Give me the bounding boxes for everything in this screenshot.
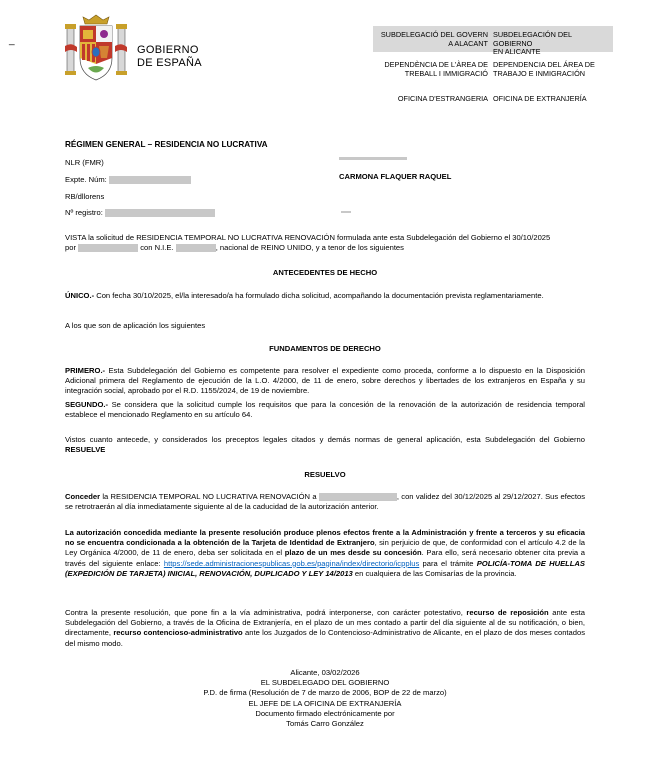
- nlr-code: NLR (FMR): [65, 158, 104, 167]
- segundo-label: SEGUNDO.-: [65, 400, 109, 409]
- redacted-block: [339, 157, 407, 160]
- recurso-reposicion-bold: recurso de reposición: [466, 608, 549, 617]
- autorizacion-bold: La autorización concedida mediante la presente resolución produce plenos efectos frente a la Administración y frente a terceros y su eficacia no se encuentra condicionada a la obtención de la Tarjeta de Identidad de Extranjero: [65, 528, 585, 548]
- concede-text: , con validez del 30/12/2025 al 29/12/2027. Sus efectos se retrotraerán al día inmediatamente siguiente al de la caducidad de la autorización anterior.: [65, 492, 585, 512]
- header-text: EN ALICANTE: [493, 47, 541, 56]
- unico-paragraph: [65, 291, 585, 301]
- government-name-line1: GOBIERNO: [137, 44, 199, 56]
- recurso-paragraph: [65, 608, 585, 649]
- expediente-label: Expte. Núm:: [65, 175, 107, 184]
- sign-line: P.D. de firma (Resolución de 7 de marzo de 2006, BOP de 22 de marzo): [203, 688, 447, 698]
- registro-label: Nº registro:: [65, 208, 103, 217]
- recurso-text: Contra la presente resolución, que pone fin a la vía administrativa, podrá interponerse, con carácter potestativo,: [65, 608, 467, 617]
- intro-text: VISTA la solicitud de RESIDENCIA TEMPORAL NO LUCRATIVA RENOVACIÓN formulada ante esta Subdelegación del Gobierno el 30/10/2025: [65, 233, 551, 242]
- header-right-row2: [493, 61, 613, 78]
- tramite-bold: POLICÍA-TOMA DE HUELLAS (EXPEDICIÓN DE TARJETA) INICIAL, RENOVACIÓN, DUPLICADO Y LEY 14/2013: [65, 558, 585, 578]
- header-text: DEPENDÈNCIA DE L'ÀREA DE: [384, 60, 488, 69]
- header-text: TREBALL I IMMIGRACIÓ: [404, 68, 488, 78]
- registro-line: [65, 208, 215, 218]
- recurso-text: ante los Juzgados de lo Contencioso-Administrativo de Alicante, en el plazo de dos meses contados del mismo modo.: [65, 628, 586, 648]
- tramite-text: en cualquiera de las Comisarías de la provincia.: [352, 568, 517, 578]
- intro-text: por: [65, 243, 76, 253]
- recurso-contencioso-bold: recurso contencioso-administrativo: [113, 628, 243, 638]
- redacted-block: [78, 244, 138, 252]
- unico-label: ÚNICO.-: [65, 291, 95, 300]
- cita-previa-link[interactable]: https://sede.administracionespublicas.gob.es/pagina/index/directorio/icpplus: [163, 558, 420, 568]
- header-right-row1: [493, 31, 613, 57]
- segundo-text: Se considera que la solicitud cumple los requisitos que para la concesión de la renovación de la autorización de residencia temporal establece el mencionado Reglamento en su artículo 64.: [65, 400, 585, 420]
- recipient-name: CARMONA FLAQUER RAQUEL: [339, 172, 452, 181]
- aplicacion-line: A los que son de aplicación los siguientes: [65, 321, 206, 330]
- resuelvo-heading: RESUELVO: [304, 470, 346, 479]
- header-left-row3: [370, 95, 488, 104]
- stray-dash: _: [9, 35, 15, 46]
- concede-text: la RESIDENCIA TEMPORAL NO LUCRATIVA RENOVACIÓN a: [100, 492, 317, 501]
- tramite-text: para el trámite: [422, 558, 477, 568]
- redacted-block: [109, 176, 191, 184]
- sign-line: EL JEFE DE LA OFICINA DE EXTRANJERÍA: [248, 698, 402, 708]
- intro-text: con N.I.E.: [140, 243, 174, 253]
- primero-paragraph: [65, 366, 585, 397]
- redacted-block: [176, 244, 216, 252]
- header-left-row2: [370, 61, 488, 78]
- document-title: RÉGIMEN GENERAL – RESIDENCIA NO LUCRATIVA: [65, 140, 268, 149]
- rb-code: RB/dllorens: [65, 192, 105, 201]
- recurso-text: ante esta Subdelegación del Gobierno, a través de la Oficina de Extranjería, en el plazo de un mes contado a partir del día siguiente al de su notificación, o bien, directamente,: [65, 608, 586, 638]
- sign-line: EL SUBDELEGADO DEL GOBIERNO: [260, 678, 390, 688]
- autorizacion-paragraph: [65, 528, 585, 579]
- header-text: OFICINA DE EXTRANJERÍA: [493, 94, 587, 103]
- resuelve-word: RESUELVE: [65, 445, 106, 455]
- autorizacion-text: , sin perjuicio de que, de conformidad con el artículo 4.2 de la Ley Orgánica 4/2000, de 11 de enero, deba ser solicitada en el: [65, 538, 585, 558]
- primero-label: PRIMERO.-: [65, 366, 106, 375]
- header-right-row3: [493, 95, 613, 104]
- signer-name: Tomás Carro González: [286, 719, 364, 729]
- header-text: OFICINA D'ESTRANGERIA: [397, 94, 488, 103]
- header-left-row1: [370, 31, 488, 48]
- vistos-paragraph: [65, 435, 585, 455]
- signature-block: [175, 668, 475, 729]
- sign-date: Alicante, 03/02/2026: [290, 668, 360, 677]
- header-text: A ALACANT: [448, 38, 488, 48]
- spain-coat-of-arms-icon: [63, 14, 129, 84]
- primero-text: Esta Subdelegación del Gobierno es competente para resolver el expediente como proceda, conforme a lo dispuesto en la Disposición Adicional primera del Reglamento de ejecución de la L.O. 4/2000, de 11 de enero, sobre derechos y libertades de los extranjeros en España y su integración social, aprobado por el R.D. 1155/2024, de 19 de noviembre.: [65, 366, 585, 396]
- header-text: TRABAJO E INMIGRACIÓN: [493, 68, 586, 78]
- segundo-paragraph: [65, 400, 585, 420]
- redacted-block: [319, 493, 397, 501]
- header-text: DEPENDENCIA DEL ÁREA DE: [493, 60, 595, 69]
- plazo-bold: plazo de un mes desde su concesión: [284, 548, 422, 558]
- expediente-line: [65, 175, 191, 185]
- header-text: SUBDELEGACIÓN DEL GOBIERNO: [493, 30, 572, 48]
- header-text: SUBDELEGACIÓ DEL GOVERN: [380, 30, 488, 39]
- concede-paragraph: [65, 492, 585, 512]
- fundamentos-heading: FUNDAMENTOS DE DERECHO: [269, 344, 381, 353]
- government-name: [137, 44, 202, 70]
- unico-text: Con fecha 30/10/2025, el/la interesado/a ha formulado dicha solicitud, acompañando la documentación prevista reglamentariamente.: [94, 291, 544, 300]
- vistos-text: Vistos cuanto antecede, y considerados los preceptos legales citados y demás normas de general aplicación, esta Subdelegación del Gobierno: [65, 435, 585, 444]
- concede-label: Conceder: [65, 492, 101, 501]
- redacted-block: [341, 211, 351, 213]
- redacted-block: [105, 209, 215, 217]
- sign-line: Documento firmado electrónicamente por: [255, 708, 395, 718]
- intro-text: , nacional de REINO UNIDO, y a tenor de los siguientes: [215, 243, 404, 253]
- para-ello-text: . Para ello, será necesario obtener cita previa a través del siguiente enlace:: [65, 548, 585, 568]
- government-name-line2: DE ESPAÑA: [137, 57, 202, 69]
- intro-paragraph: [65, 233, 585, 253]
- antecedentes-heading: ANTECEDENTES DE HECHO: [272, 268, 378, 277]
